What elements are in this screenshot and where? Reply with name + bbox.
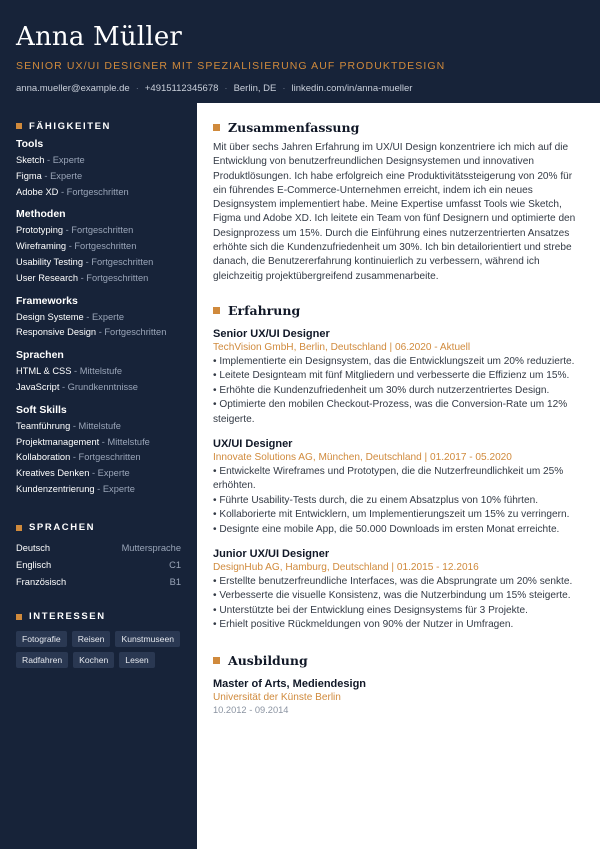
skill-item — [16, 271, 181, 287]
experience-heading — [213, 303, 585, 319]
candidate-name: Anna Müller — [16, 22, 183, 52]
job-entry — [213, 327, 585, 427]
skill-name: Kollaboration — [16, 452, 71, 463]
education-heading-label: Ausbildung — [228, 653, 308, 669]
square-bullet-icon — [16, 525, 22, 531]
skill-level-separator: - — [44, 155, 53, 165]
experience-heading-label: Erfahrung — [228, 303, 301, 319]
interest-tag: Radfahren — [16, 652, 68, 668]
square-bullet-icon — [16, 123, 22, 129]
skill-level: Fortgeschritten — [104, 327, 167, 338]
skill-level-separator: - — [58, 186, 67, 197]
contact-location: Berlin, DE — [233, 83, 277, 94]
skill-level: Mittelstufe — [107, 436, 150, 447]
language-name: Deutsch — [16, 542, 51, 553]
skill-groups — [16, 138, 181, 498]
job-bullet: • Entwickelte Wireframes und Prototypen, die die Nutzerfreundlichkeit um 25% erhöhten. — [213, 466, 564, 492]
education-dates: 10.2012 - 09.2014 — [213, 704, 289, 715]
skill-level-separator: - — [94, 483, 103, 494]
skill-group-title: Sprachen — [16, 349, 64, 362]
skill-group — [16, 138, 181, 200]
skill-name: Design Systeme — [16, 311, 84, 322]
skill-level-separator: - — [59, 381, 68, 392]
interest-tag: Fotografie — [16, 631, 67, 647]
interest-tag: Reisen — [72, 631, 111, 647]
contact-separator: · — [282, 83, 286, 94]
education-section — [213, 653, 585, 717]
summary-heading-label: Zusammenfassung — [228, 119, 360, 135]
interest-tags — [16, 631, 181, 668]
skill-item — [16, 310, 181, 326]
job-bullet: • Implementierte ein Designsystem, das die Entwicklungszeit um 20% reduzierte. — [213, 355, 575, 367]
contact-separator: · — [224, 83, 228, 94]
skill-group-title: Soft Skills — [16, 403, 67, 416]
job-title: Junior UX/UI Designer — [213, 548, 330, 561]
skill-name: User Research — [16, 272, 79, 283]
skill-level-separator: - — [71, 366, 80, 377]
education-heading — [213, 653, 585, 669]
skill-group-title: Tools — [16, 138, 44, 150]
job-bullet: • Führte Usability-Tests durch, die zu einem Absatzplus von 10% führten. — [213, 494, 539, 506]
skill-group-title: Methoden — [16, 208, 66, 221]
skill-group — [16, 295, 181, 342]
skill-level: Mittelstufe — [79, 366, 123, 377]
square-bullet-icon — [16, 614, 22, 620]
skill-name: Usability Testing — [16, 256, 84, 267]
contact-linkedin[interactable]: linkedin.com/in/anna-mueller — [291, 83, 413, 94]
skill-item — [16, 450, 181, 466]
skill-level-separator: - — [83, 256, 92, 267]
skill-item — [16, 419, 181, 435]
interest-tag: Kunstmuseen — [115, 631, 180, 647]
skill-level: Mittelstufe — [78, 420, 121, 431]
skill-name: Adobe XD — [16, 186, 59, 197]
skills-heading — [16, 120, 181, 132]
sidebar — [0, 103, 197, 849]
language-row — [16, 574, 181, 591]
skill-level-separator: - — [99, 436, 108, 447]
contact-email[interactable]: anna.mueller@example.de — [16, 83, 130, 94]
skill-name: Teamführung — [16, 420, 71, 431]
skill-name: Projektmanagement — [16, 436, 100, 447]
skill-item — [16, 380, 181, 396]
contact-line — [16, 83, 584, 95]
interests-heading-label: INTERESSEN — [29, 611, 106, 623]
skill-item — [16, 364, 181, 380]
job-title: Senior UX/UI Designer — [213, 327, 330, 340]
job-entry — [213, 437, 585, 537]
skill-level-separator: - — [70, 452, 79, 463]
square-bullet-icon — [213, 124, 220, 131]
skill-level-separator: - — [83, 311, 92, 322]
language-level: B1 — [169, 576, 181, 587]
job-company: Innovate Solutions AG, München, Deutschland | 01.2017 - 05.2020 — [213, 452, 512, 463]
job-entry — [213, 547, 585, 633]
skill-name: Figma — [16, 170, 42, 181]
skill-item — [16, 482, 181, 498]
skill-item — [16, 466, 181, 482]
skill-item — [16, 255, 181, 271]
education-degree: Master of Arts, Mediendesign — [213, 677, 367, 690]
skill-name: Prototyping — [16, 225, 64, 236]
main-content — [213, 103, 585, 717]
job-bullet: • Verbesserte die visuelle Konsistenz, was die Nutzerbindung um 15% steigerte. — [213, 590, 571, 602]
skill-level: Experte — [102, 483, 135, 494]
skills-heading-label: FÄHIGKEITEN — [29, 120, 111, 132]
job-company: DesignHub AG, Hamburg, Deutschland | 01.2015 - 12.2016 — [213, 562, 479, 574]
summary-text: Mit über sechs Jahren Erfahrung im UX/UI Design konzentriere ich mich auf die Entwicklung von benutzerfreundlichen Designsystemen und innovativen Produktlösungen. Ich habe erfolgreich eine Produktivitätssteigerung von 20% für ein führendes E-Commerce-Unternehmen erreicht, indem ich ein neues Designsystem implementiert habe. Meine Expertise umfasst Tools wie Sketch, Figma und Adobe XD. Ich leitete ein Team von fünf Designern und optimierte den Designprozess um 15%. Durch die Einführung eines nutzerzentrierten Ansatzes erhöhte sich die Kundenzufriedenheit um 30%. Ich bin detailorientiert und strebe danach, die Benutzererfahrung kontinuierlich zu verbessern, während ich gleichzeitig projektübergreifend zusammenarbeite. — [213, 142, 576, 282]
skill-level: Experte — [91, 311, 125, 322]
skill-level: Fortgeschritten — [71, 225, 134, 236]
skill-name: Sketch — [16, 155, 45, 165]
language-level: C1 — [169, 559, 181, 570]
resume-header — [0, 0, 600, 103]
skill-item — [16, 169, 181, 185]
job-bullet: • Designte eine mobile App, die 50.000 Downloads im ersten Monat erreichte. — [213, 523, 560, 535]
square-bullet-icon — [213, 307, 220, 314]
skill-item — [16, 325, 181, 341]
language-row — [16, 540, 181, 557]
language-level: Muttersprache — [121, 542, 181, 553]
skill-level-separator: - — [89, 468, 98, 479]
skill-item — [16, 239, 181, 255]
skill-item — [16, 153, 181, 169]
skill-level-separator: - — [66, 241, 75, 252]
square-bullet-icon — [213, 657, 220, 664]
skill-name: HTML & CSS — [16, 366, 72, 377]
job-company: TechVision GmbH, Berlin, Deutschland | 06.2020 - Aktuell — [213, 341, 471, 353]
skill-level: Experte — [97, 468, 130, 479]
skill-name: Responsive Design — [16, 327, 97, 338]
skill-level: Fortgeschritten — [78, 452, 141, 463]
skill-level-separator: - — [63, 225, 72, 236]
languages-heading-label: SPRACHEN — [29, 522, 96, 534]
skill-level: Fortgeschritten — [86, 272, 149, 283]
skill-group — [16, 404, 181, 498]
language-row — [16, 557, 181, 574]
job-list — [213, 327, 585, 633]
summary-heading — [213, 119, 585, 135]
job-bullet: • Erhielt positive Rückmeldungen von 90% der Nutzer in Umfragen. — [213, 619, 514, 631]
job-headline: SENIOR UX/UI DESIGNER MIT SPEZIALISIERUNG AUF PRODUKTDESIGN — [16, 60, 446, 72]
skill-level-separator: - — [70, 420, 79, 431]
skill-level: Fortgeschritten — [91, 256, 154, 267]
interest-tag: Kochen — [73, 652, 114, 668]
contact-separator: · — [135, 83, 139, 94]
skill-name: Wireframing — [16, 241, 67, 252]
job-bullet: • Leitete Designteam mit fünf Mitgliedern und verbesserte die Effizienz um 15%. — [213, 370, 570, 382]
job-bullet: • Erstellte benutzerfreundliche Interfaces, was die Absprungrate um 20% senkte. — [213, 576, 573, 588]
skill-level: Fortgeschritten — [74, 241, 137, 252]
skill-level: Fortgeschritten — [66, 186, 129, 197]
language-name: Englisch — [16, 559, 52, 570]
job-bullet: • Optimierte den mobilen Checkout-Prozess, was die Conversion-Rate um 12% steigerte. — [213, 399, 568, 425]
language-name: Französisch — [16, 576, 67, 587]
education-school: Universität der Künste Berlin — [213, 691, 341, 703]
skill-level-separator: - — [41, 170, 51, 181]
experience-section — [213, 303, 585, 633]
job-title: UX/UI Designer — [213, 438, 293, 450]
interests-heading — [16, 611, 181, 623]
job-bullet: • Kollaborierte mit Entwicklern, um Implementierungszeit um 15% zu verringern. — [213, 509, 570, 521]
languages-heading — [16, 522, 181, 534]
skill-group — [16, 349, 181, 396]
skill-group-title: Frameworks — [16, 294, 78, 307]
skill-item — [16, 435, 181, 451]
language-list — [16, 540, 181, 591]
skill-level-separator: - — [78, 272, 87, 283]
interest-tag: Lesen — [119, 652, 154, 668]
contact-phone[interactable]: +4915112345678 — [144, 83, 219, 94]
job-bullet: • Erhöhte die Kundenzufriedenheit um 30% durch nutzerzentriertes Design. — [213, 384, 550, 396]
skill-level: Grundkenntnisse — [67, 381, 138, 392]
skill-name: JavaScript — [16, 381, 60, 392]
skill-level: Experte — [50, 170, 83, 181]
skill-item — [16, 185, 181, 201]
skill-level: Experte — [52, 155, 85, 165]
skill-item — [16, 223, 181, 239]
summary-section — [213, 119, 585, 284]
education-entry — [213, 677, 585, 717]
skill-name: Kreatives Denken — [16, 468, 90, 479]
job-bullet: • Unterstützte bei der Entwicklung eines Designsystems für 3 Projekte. — [213, 604, 528, 616]
skill-name: Kundenzentrierung — [16, 483, 95, 494]
skill-group — [16, 208, 181, 286]
skill-level-separator: - — [96, 327, 105, 338]
